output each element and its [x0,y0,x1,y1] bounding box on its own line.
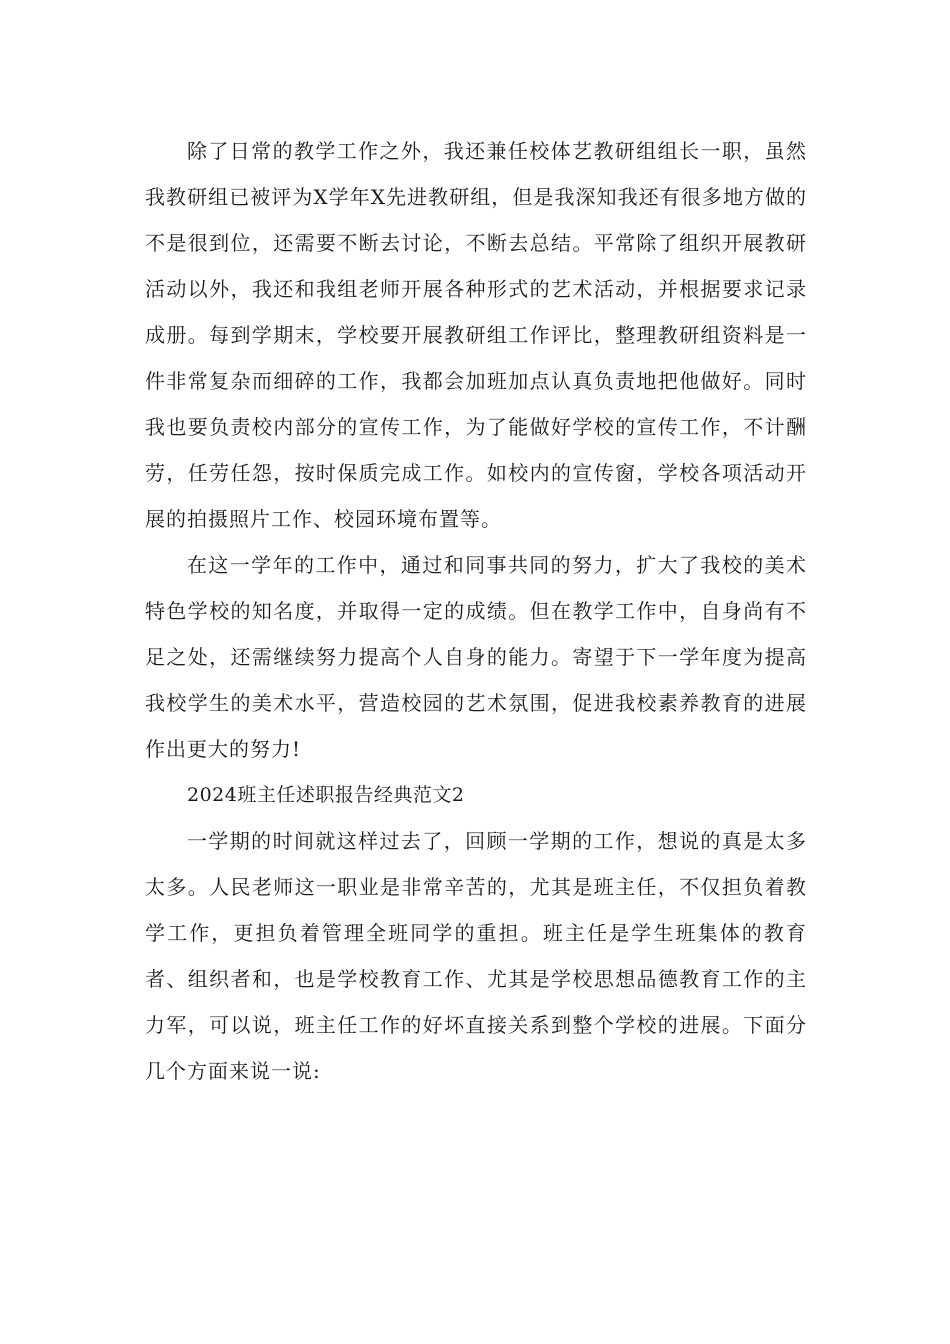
section-title: 2024班主任述职报告经典范文2 [187,784,465,806]
body-paragraph-2: 在这一学年的工作中，通过和同事共同的努力，扩大了我校的美术特色学校的知名度，并取得一定的成绩。但在教学工作中，自身尚有不足之处，还需继续努力提高个人自身的能力。寄望于下一学年度为提高我校学生的美术水平，营造校园的艺术氛围，促进我校素养教育的进展作出更大的努力! [145,553,807,761]
document-page [145,128,807,1094]
body-paragraph-1: 除了日常的教学工作之外，我还兼任校体艺教研组组长一职，虽然我教研组已被评为X学年X先进教研组，但是我深知我还有很多地方做的不是很到位，还需要不断去讨论，不断去总结。平常除了组织开展教研活动以外，我还和我组老师开展各种形式的艺术活动，并根据要求记录成册。每到学期末，学校要开展教研组工作评比，整理教研组资料是一件非常复杂而细碎的工作，我都会加班加点认真负责地把他做好。同时我也要负责校内部分的宣传工作，为了能做好学校的宣传工作，不计酬劳，任劳任怨，按时保质完成工作。如校内的宣传窗，学校各项活动开展的拍摄照片工作、校园环境布置等。 [145,139,807,531]
section-paragraph-1: 一学期的时间就这样过去了，回顾一学期的工作，想说的真是太多太多。人民老师这一职业是非常辛苦的，尤其是班主任，不仅担负着教学工作，更担负着管理全班同学的重担。班主任是学生班集体的教育者、组织者和，也是学校教育工作、尤其是学校思想品德教育工作的主力军，可以说，班主任工作的好坏直接关系到整个学校的进展。下面分几个方面来说一说: [145,829,807,1083]
